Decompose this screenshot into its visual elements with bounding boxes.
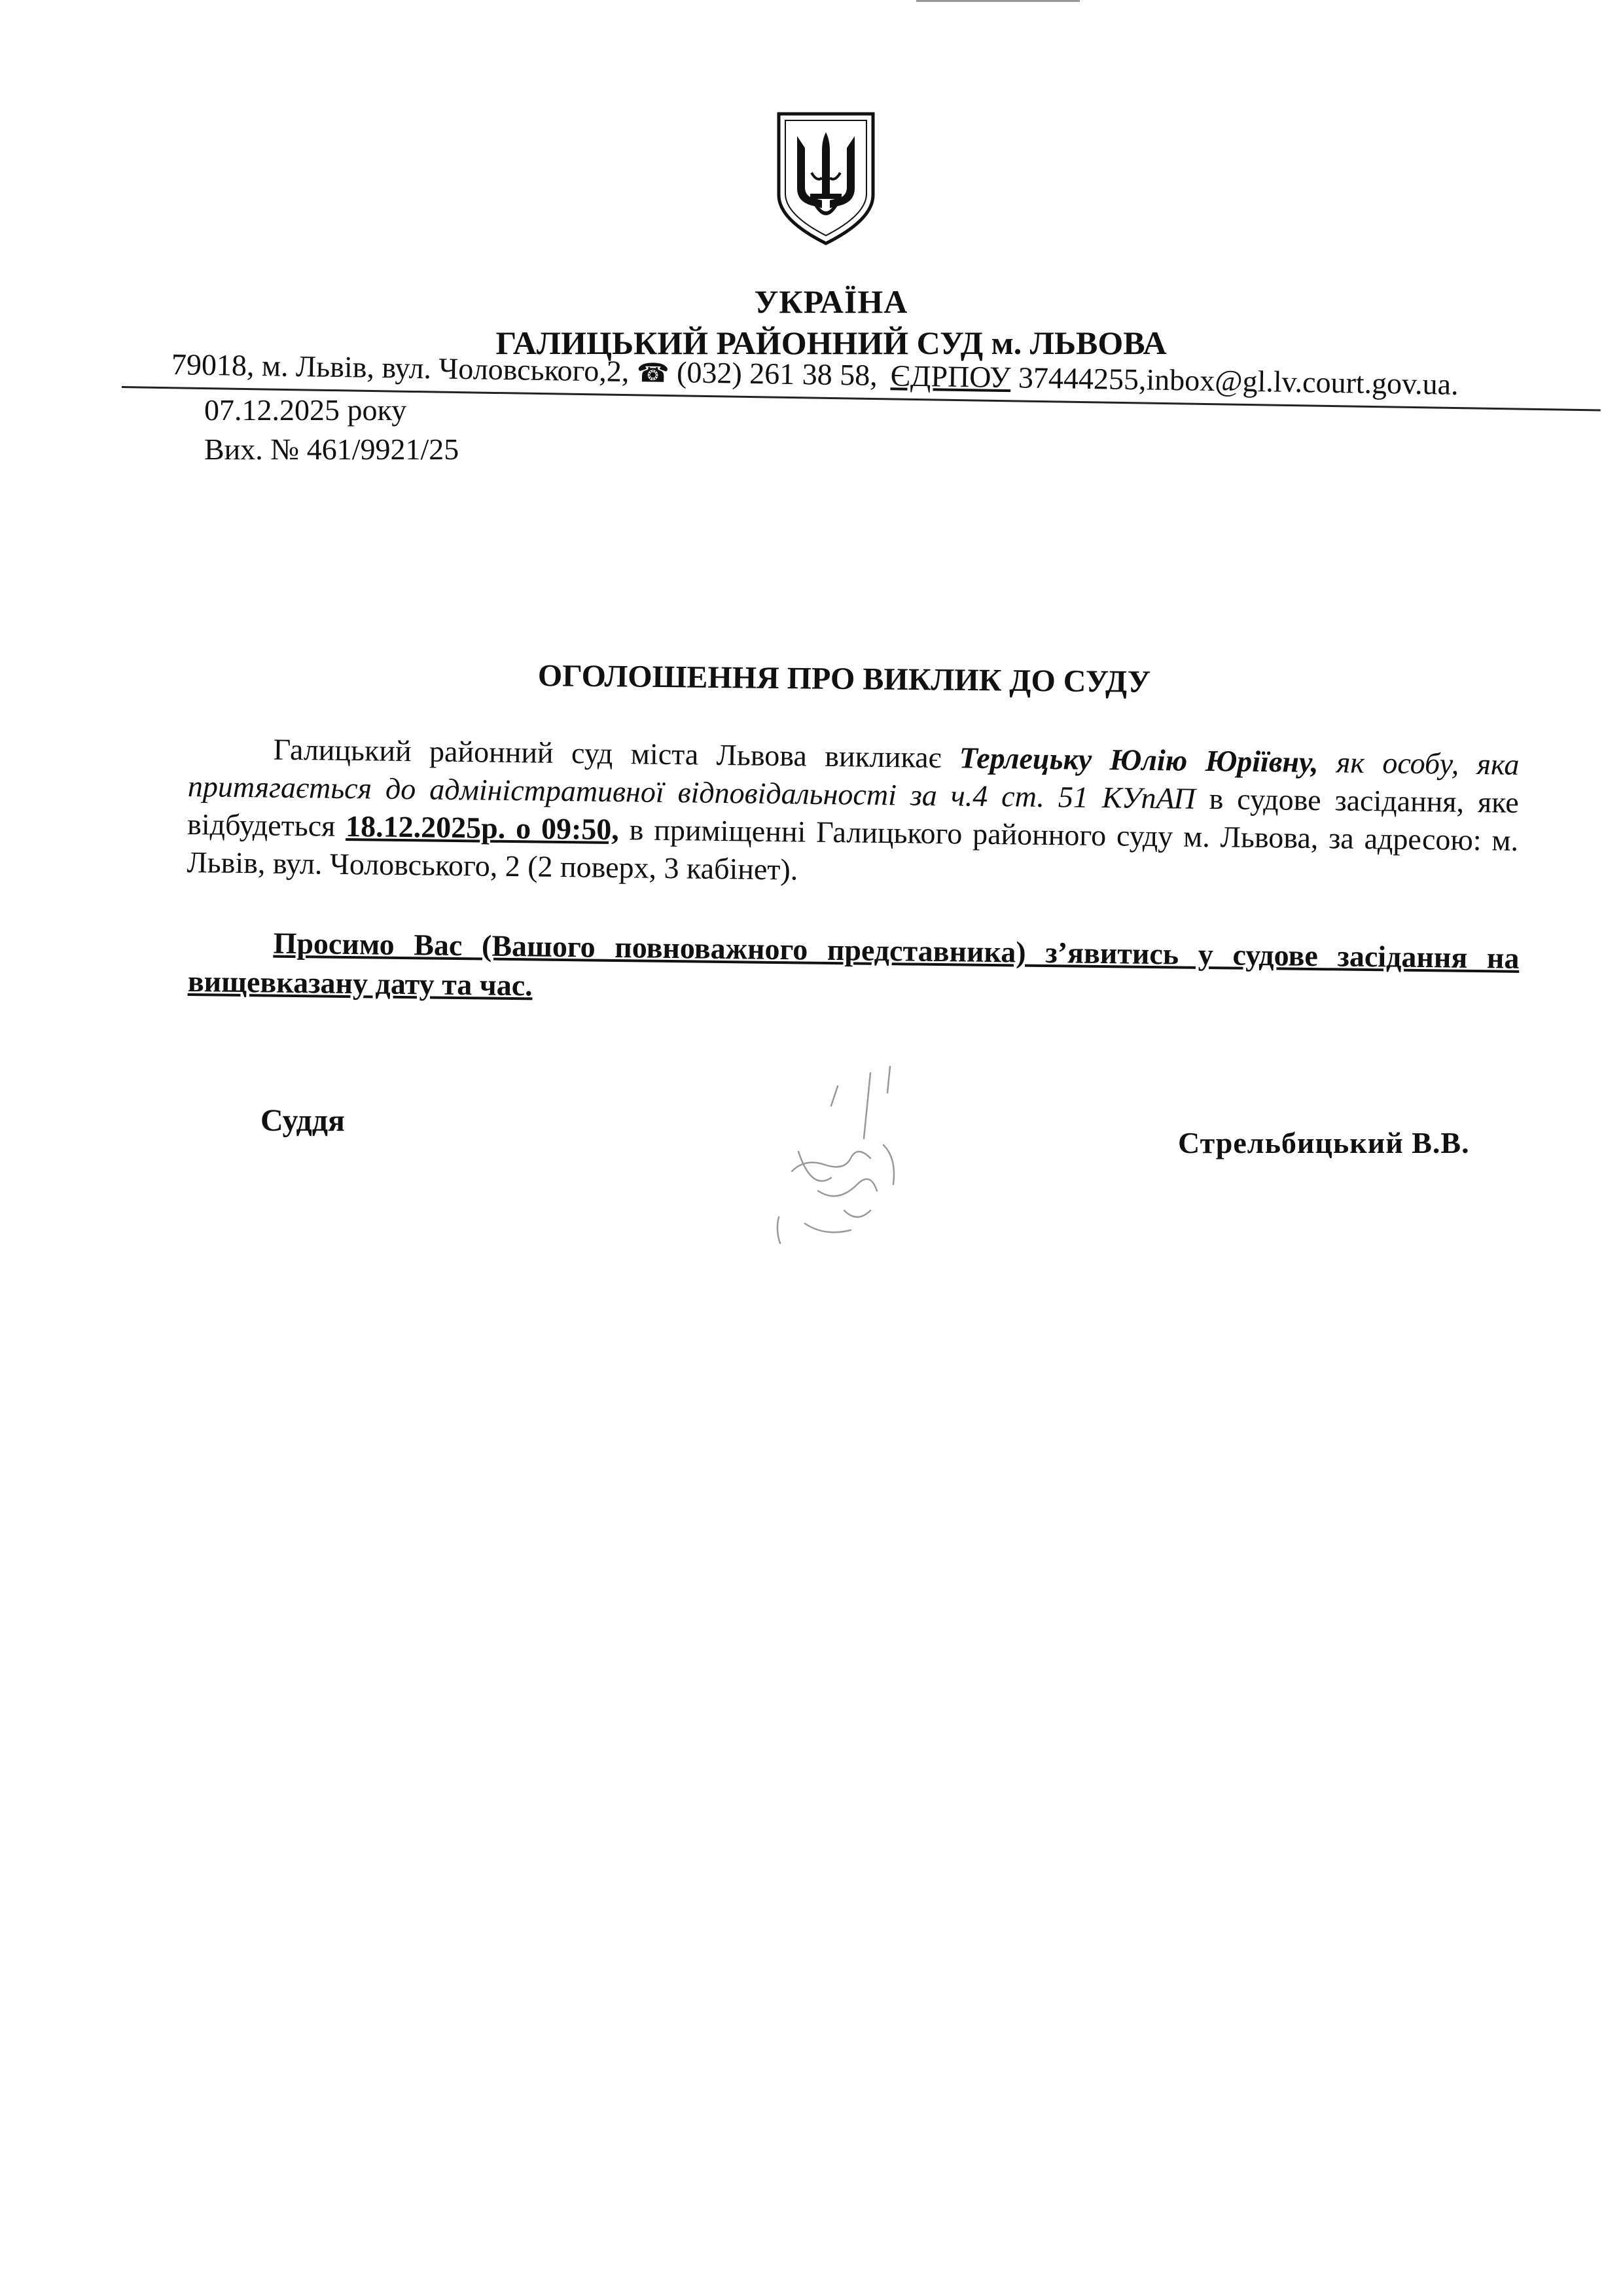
outgoing-number: Вих. № 461/9921/25 (204, 433, 459, 466)
court-phone: (032) 261 38 58, (676, 355, 878, 392)
person-role: як особу, яка притягається до адміністративної відповідальності за ч.4 ст. 51 КУпАП (187, 745, 1520, 815)
phone-icon: ☎ (636, 358, 669, 389)
edrpou-email[interactable]: 37444255,inbox@gl.lv.court.gov.ua. (1018, 361, 1459, 401)
scan-artifact (916, 0, 1080, 2)
trident-emblem-icon (774, 110, 878, 247)
handwritten-signature (740, 1060, 988, 1269)
hearing-datetime: 18.12.2025р. о 09:50, (345, 809, 620, 847)
document-date: 07.12.2025 року (204, 393, 407, 427)
judge-name: Стрельбицький В.В. (1178, 1126, 1470, 1159)
hearing-location: в приміщенні Галицького районного суду м. Львова, за адресою: м. Львів, вул. Чоловського, 2 (2 поверх, 3 кабінет). (187, 813, 1519, 887)
edrpou-label: ЄДРПОУ (890, 359, 1011, 395)
appearance-request: Просимо Вас (Вашого повноважного представника) з’явитись у судове засідання на вищевказану дату та час. (187, 926, 1520, 1002)
hearing-prefix: в судове засідання, яке відбудеться (187, 781, 1520, 843)
notice-body (187, 730, 1520, 898)
header-country: УКРАЇНА (754, 283, 908, 320)
notice-intro: Галицький районний суд міста Львова викликає (273, 732, 960, 775)
notice-title: ОГОЛОШЕННЯ ПРО ВИКЛИК ДО СУДУ (537, 658, 1151, 699)
summoned-person: Терлецьку Юлію Юріївну, (959, 741, 1319, 779)
header-court-name: ГАЛИЦЬКИЙ РАЙОННИЙ СУД м. ЛЬВОВА (495, 325, 1167, 361)
judge-label: Суддя (260, 1103, 345, 1138)
court-address: 79018, м. Львів, вул. Чоловського,2, (171, 347, 637, 389)
